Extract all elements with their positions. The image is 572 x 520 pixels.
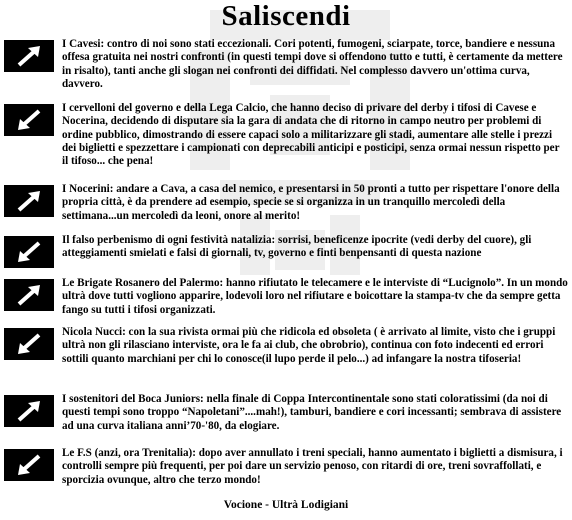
arrow-up-right-icon [4, 395, 54, 427]
page-title: Saliscendi [221, 0, 351, 32]
author-signature: Vocione - Ultrà Lodigiani [223, 499, 349, 511]
arrow-up-right-icon [4, 279, 54, 311]
entry-text: I Cavesi: contro di noi sono stati eccezionali. Cori potenti, fumogeni, sciarpate, torce, bandiere e nessuna offesa gratuita nei nostri confronti (in questi tempi dove si offendono tutto e tutti, è certamente da mettere in risalto), tanti anche gli slogan nei confronti dei diffidati. Nel complesso davvero un'ottima curva, davvero. [62, 38, 563, 90]
entry-text: I cervelloni del governo e della Lega Calcio, che hanno deciso di privare del derby i tifosi di Cavese e Nocerina, decidendo di disputare sia la gara di andata che di ritorno in campo neutro per problemi di ordine pubblico, dimostrando di essere capaci solo a militarizzare gli stadi, aumentare alle stelle i prezzi dei biglietti e spezzettare i campionati con deprecabili anticipi e posticipi, senza ormai nessun rispetto per il tifoso... che pena! [62, 102, 560, 168]
entry-text: I Nocerini: andare a Cava, a casa del nemico, e presentarsi in 50 pronti a tutto per rispettare l'onore della propria città, è da prendere ad esempio, specie se si organizza in un tranquillo mercoledì della settimana...un mercoledì da leoni, onore al merito! [62, 183, 560, 222]
entry-text: I sostenitori del Boca Juniors: nella finale di Coppa Intercontinentale sono stati coloratissimi (da noi di questi tempi sono troppo “Napoletani”....mah!), tamburi, bandiere e cori incessanti; sembrava di assistere ad una curva italiana anni’70-'80, da elogiare. [62, 393, 562, 432]
entry-text: Le Brigate Rosanero del Palermo: hanno rifiutato le telecamere e le interviste di “Lucignolo”. In un mondo ultrà dove tutti vogliono apparire, lodevoli loro nel rifiutare e boicottare la stampa-tv che da sempre getta fango su tutti i tifosi organizzati. [62, 277, 568, 316]
arrow-down-left-icon [4, 328, 54, 360]
arrow-up-right-icon [4, 185, 54, 217]
entry-text: Il falso perbenismo di ogni festività natalizia: sorrisi, beneficenze ipocrite (vedi derby del cuore), gli atteggiamenti smielati e falsi di giornali, tv, governo e finti benpensanti di questa nazione [62, 234, 532, 260]
arrow-down-left-icon [4, 449, 54, 481]
entry-text: Nicola Nucci: con la sua rivista ormai più che ridicola ed obsoleta ( è arrivato al limite, visto che i gruppi ultrà non gli rilasciano interviste, ora le fa ai club, che obrobrio), continua con foto indecenti ed errori sottili quanto marchiani per chi lo conosce(il lupo perde il pelo...) ad infangare la nostra tifoseria! [62, 326, 556, 365]
entry-text: Le F.S (anzi, ora Trenitalia): dopo aver annullato i treni speciali, hanno aumentato i biglietti a dismisura, i controlli sempre più frequenti, per poi dare un servizio penoso, con ritardi di ore, treni sovraffollati, e sporcizia ovunque, altro che terzo mondo! [62, 447, 563, 486]
arrow-down-left-icon [4, 104, 54, 136]
arrow-down-left-icon [4, 236, 54, 268]
arrow-up-right-icon [4, 40, 54, 72]
